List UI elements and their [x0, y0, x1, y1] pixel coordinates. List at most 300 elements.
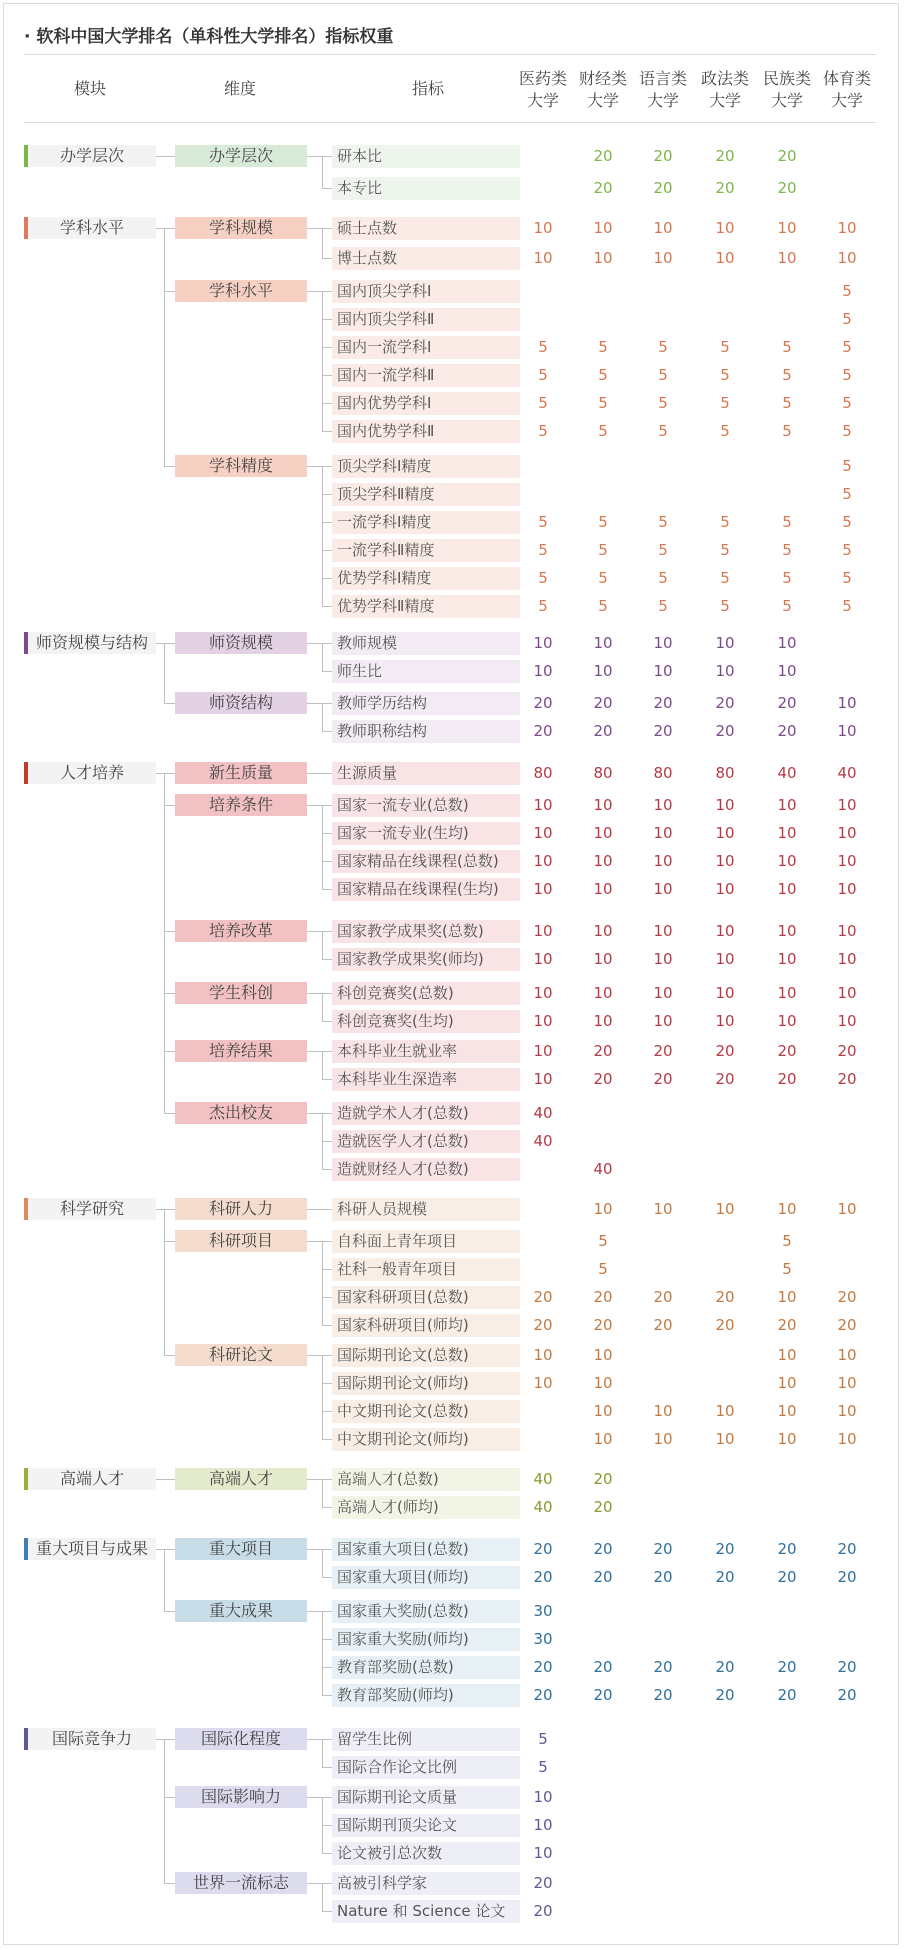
indicator-cell: 国家教学成果奖(总数): [332, 920, 520, 943]
connector-line: [164, 643, 175, 644]
indicator-cell: 国家重大项目(总数): [332, 1538, 520, 1561]
weight-value: 20: [653, 179, 673, 197]
weight-value: 20: [653, 147, 673, 165]
weight-value: 5: [842, 394, 852, 412]
weight-value: 20: [715, 1316, 735, 1334]
connector-line: [322, 1883, 332, 1884]
weight-value: 5: [658, 366, 668, 384]
column-header-line1: 民族类: [762, 69, 811, 88]
weight-value: 10: [533, 824, 553, 842]
connector-line: [164, 1883, 175, 1884]
weight-value: 10: [653, 950, 673, 968]
indicator-cell: 国家精品在线课程(总数): [332, 850, 520, 873]
weight-value: 20: [593, 694, 613, 712]
weight-value: 10: [653, 249, 673, 267]
module-label: 科学研究: [24, 1198, 156, 1220]
weight-value: 5: [538, 541, 548, 559]
connector-line: [322, 375, 332, 376]
weight-value: 10: [533, 1070, 553, 1088]
weight-value: 20: [715, 694, 735, 712]
weight-value: 10: [593, 1200, 613, 1218]
weight-value: 10: [777, 950, 797, 968]
weight-value: 10: [653, 824, 673, 842]
indicator-cell: 博士点数: [332, 247, 520, 270]
indicator-cell: 科创竞赛奖(生均): [332, 1010, 520, 1033]
weight-value: 30: [533, 1630, 553, 1648]
column-header: [695, 68, 755, 112]
weight-value: 20: [715, 1070, 735, 1088]
weight-value: 20: [533, 1540, 553, 1558]
weight-value: 10: [837, 922, 857, 940]
weight-value: 10: [653, 1402, 673, 1420]
module-label: 师资规模与结构: [24, 632, 156, 654]
connector-line: [322, 643, 332, 644]
connector-line: [322, 1169, 332, 1170]
indicator-cell: 生源质量: [332, 762, 520, 785]
weight-value: 10: [533, 1788, 553, 1806]
connector-line: [164, 466, 175, 467]
connector-line: [156, 1549, 164, 1550]
column-header-line2: 大学: [586, 91, 619, 110]
indicator-cell: 优势学科Ⅰ精度: [332, 567, 520, 590]
indicator-cell: 教师规模: [332, 632, 520, 655]
connector-line: [322, 861, 332, 862]
weight-value: 10: [777, 219, 797, 237]
column-header-line2: 大学: [830, 91, 863, 110]
weight-value: 20: [715, 1540, 735, 1558]
weight-value: 20: [715, 1568, 735, 1586]
weight-value: 10: [777, 1012, 797, 1030]
connector-line: [164, 1241, 175, 1242]
connector-line: [322, 1051, 323, 1079]
connector-line: [164, 773, 165, 1113]
connector-line: [322, 431, 332, 432]
indicator-cell: 教育部奖励(师均): [332, 1684, 520, 1707]
weight-value: 10: [715, 852, 735, 870]
column-header: [633, 68, 693, 112]
weight-value: 5: [782, 569, 792, 587]
connector-line: [164, 773, 175, 774]
weight-value: 20: [837, 1042, 857, 1060]
weight-value: 5: [598, 366, 608, 384]
weight-value: 5: [598, 422, 608, 440]
weight-value: 20: [777, 1540, 797, 1558]
dimension-label: 培养条件: [175, 794, 307, 816]
weight-value: 10: [837, 219, 857, 237]
weight-value: 20: [777, 179, 797, 197]
weight-value: 10: [653, 219, 673, 237]
connector-line: [164, 643, 165, 703]
weight-value: 5: [538, 422, 548, 440]
connector-line: [307, 773, 322, 774]
weight-value: 10: [837, 1012, 857, 1030]
weight-value: 10: [533, 1374, 553, 1392]
indicator-cell: 顶尖学科Ⅱ精度: [332, 483, 520, 506]
weight-value: 10: [837, 880, 857, 898]
connector-line: [156, 1739, 164, 1740]
weight-value: 10: [837, 1430, 857, 1448]
weight-value: 20: [593, 1470, 613, 1488]
weight-value: 10: [837, 694, 857, 712]
dimension-label: 科研人力: [175, 1198, 307, 1220]
connector-line: [307, 1611, 322, 1612]
connector-line: [322, 731, 332, 732]
connector-line: [322, 805, 332, 806]
connector-line: [307, 228, 322, 229]
weight-value: 5: [658, 541, 668, 559]
weight-value: 10: [653, 984, 673, 1002]
weight-value: 20: [593, 1316, 613, 1334]
weight-value: 5: [720, 394, 730, 412]
connector-line: [164, 703, 175, 704]
weight-value: 10: [533, 1012, 553, 1030]
indicator-cell: 中文期刊论文(师均): [332, 1428, 520, 1451]
weight-value: 10: [837, 950, 857, 968]
weight-value: 10: [593, 824, 613, 842]
weight-value: 10: [715, 880, 735, 898]
weight-value: 10: [715, 1200, 735, 1218]
weight-value: 5: [842, 541, 852, 559]
indicator-cell: 国家重大奖励(总数): [332, 1600, 520, 1623]
connector-line: [164, 1549, 175, 1550]
weight-value: 5: [658, 597, 668, 615]
indicator-cell: 研本比: [332, 145, 520, 168]
weight-value: 10: [777, 796, 797, 814]
weight-value: 10: [653, 1200, 673, 1218]
connector-line: [322, 1695, 332, 1696]
connector-line: [322, 1355, 332, 1356]
indicator-cell: 造就医学人才(总数): [332, 1130, 520, 1153]
indicator-cell: 国际期刊论文质量: [332, 1786, 520, 1809]
weight-value: 5: [598, 1232, 608, 1250]
weight-value: 20: [653, 1070, 673, 1088]
dimension-label: 培养结果: [175, 1040, 307, 1062]
weight-value: 5: [720, 541, 730, 559]
indicator-cell: 国家一流专业(生均): [332, 822, 520, 845]
connector-line: [322, 1797, 332, 1798]
connector-line: [307, 1241, 322, 1242]
connector-line: [322, 931, 332, 932]
indicator-cell: 国家科研项目(总数): [332, 1286, 520, 1309]
connector-line: [307, 1479, 322, 1480]
indicator-cell: 国内一流学科Ⅱ: [332, 364, 520, 387]
connector-line: [322, 522, 332, 523]
connector-line: [322, 703, 323, 731]
connector-line: [307, 703, 322, 704]
weight-value: 20: [593, 147, 613, 165]
indicator-cell: 留学生比例: [332, 1728, 520, 1751]
weight-value: 40: [533, 1104, 553, 1122]
weight-value: 40: [533, 1132, 553, 1150]
connector-line: [164, 1051, 175, 1052]
module-label: 学科水平: [24, 217, 156, 239]
weight-value: 5: [782, 513, 792, 531]
weight-value: 20: [533, 1658, 553, 1676]
weight-value: 10: [593, 249, 613, 267]
connector-line: [164, 1549, 165, 1611]
connector-line: [322, 403, 332, 404]
connector-line: [164, 1209, 165, 1355]
weight-value: 5: [598, 513, 608, 531]
connector-line: [322, 1825, 332, 1826]
indicator-cell: 高被引科学家: [332, 1872, 520, 1895]
connector-line: [322, 1297, 332, 1298]
indicator-cell: 一流学科Ⅱ精度: [332, 539, 520, 562]
connector-line: [156, 1209, 164, 1210]
indicator-cell: 国家精品在线课程(生均): [332, 878, 520, 901]
connector-line: [307, 993, 322, 994]
connector-line: [322, 959, 332, 960]
weight-value: 20: [777, 694, 797, 712]
connector-line: [322, 1639, 332, 1640]
weight-value: 10: [837, 1402, 857, 1420]
weight-value: 20: [533, 1568, 553, 1586]
connector-line: [322, 1853, 332, 1854]
connector-line: [322, 1883, 323, 1911]
weight-value: 20: [715, 1658, 735, 1676]
weight-value: 10: [837, 1346, 857, 1364]
dimension-label: 杰出校友: [175, 1102, 307, 1124]
header-module: 模块: [73, 79, 106, 98]
weight-value: 10: [533, 950, 553, 968]
weight-value: 20: [777, 1658, 797, 1676]
column-header-line2: 大学: [708, 91, 741, 110]
weight-value: 10: [653, 1430, 673, 1448]
weight-value: 80: [715, 764, 735, 782]
indicator-cell: 国际合作论文比例: [332, 1756, 520, 1779]
indicator-cell: 国家科研项目(师均): [332, 1314, 520, 1337]
weight-value: 5: [842, 597, 852, 615]
weight-value: 10: [593, 662, 613, 680]
weight-value: 10: [777, 984, 797, 1002]
weight-value: 10: [533, 219, 553, 237]
weight-value: 20: [593, 1686, 613, 1704]
connector-line: [307, 805, 322, 806]
weight-value: 5: [538, 338, 548, 356]
weight-value: 80: [653, 764, 673, 782]
weight-value: 20: [533, 1288, 553, 1306]
connector-line: [322, 1355, 323, 1439]
weight-value: 20: [593, 1070, 613, 1088]
connector-line: [307, 1355, 322, 1356]
weight-value: 10: [715, 1402, 735, 1420]
indicator-cell: 国际期刊论文(总数): [332, 1344, 520, 1367]
weight-value: 10: [715, 249, 735, 267]
weight-value: 10: [715, 796, 735, 814]
weight-value: 10: [593, 922, 613, 940]
indicator-cell: 中文期刊论文(总数): [332, 1400, 520, 1423]
connector-line: [322, 703, 332, 704]
weight-value: 5: [842, 457, 852, 475]
connector-line: [164, 1113, 175, 1114]
weight-value: 10: [715, 634, 735, 652]
connector-line: [322, 188, 332, 189]
dimension-label: 高端人才: [175, 1468, 307, 1490]
weight-value: 10: [777, 249, 797, 267]
weight-value: 20: [715, 1288, 735, 1306]
weight-value: 20: [593, 1658, 613, 1676]
indicator-cell: 国家重大项目(师均): [332, 1566, 520, 1589]
connector-line: [164, 805, 175, 806]
weight-value: 10: [715, 922, 735, 940]
weight-value: 10: [777, 1346, 797, 1364]
column-header-line1: 语言类: [638, 69, 687, 88]
weight-value: 10: [593, 880, 613, 898]
weight-value: 10: [533, 249, 553, 267]
weight-value: 5: [720, 597, 730, 615]
weight-value: 10: [593, 1374, 613, 1392]
connector-line: [322, 1911, 332, 1912]
weight-value: 5: [782, 541, 792, 559]
header-dimension: 维度: [223, 79, 256, 98]
indicator-cell: 社科一般青年项目: [332, 1258, 520, 1281]
weight-value: 10: [715, 950, 735, 968]
weight-value: 20: [837, 1288, 857, 1306]
weight-value: 20: [837, 1686, 857, 1704]
module-label: 国际竞争力: [24, 1728, 156, 1750]
weight-value: 40: [533, 1498, 553, 1516]
weight-value: 20: [593, 1540, 613, 1558]
connector-line: [322, 1479, 323, 1507]
weight-value: 10: [653, 662, 673, 680]
weight-value: 5: [842, 338, 852, 356]
weight-value: 20: [653, 1540, 673, 1558]
weight-value: 5: [720, 338, 730, 356]
weight-value: 40: [837, 764, 857, 782]
connector-line: [322, 889, 332, 890]
weight-value: 20: [533, 1686, 553, 1704]
connector-line: [164, 228, 175, 229]
weight-value: 20: [715, 1686, 735, 1704]
connector-line: [322, 1241, 323, 1325]
connector-line: [307, 1113, 322, 1114]
weight-value: 10: [593, 984, 613, 1002]
column-header: [513, 68, 573, 112]
connector-line: [164, 1739, 165, 1883]
column-header: [573, 68, 633, 112]
weight-value: 20: [533, 1316, 553, 1334]
weight-value: 20: [837, 1658, 857, 1676]
indicator-cell: 优势学科Ⅱ精度: [332, 595, 520, 618]
weight-value: 10: [715, 662, 735, 680]
weight-value: 20: [593, 1042, 613, 1060]
weight-value: 5: [598, 597, 608, 615]
indicator-cell: 高端人才(师均): [332, 1496, 520, 1519]
indicator-cell: 国内顶尖学科Ⅰ: [332, 280, 520, 303]
indicator-cell: 国内顶尖学科Ⅱ: [332, 308, 520, 331]
weight-value: 5: [538, 597, 548, 615]
connector-line: [322, 1739, 332, 1740]
connector-line: [156, 643, 164, 644]
dimension-label: 科研项目: [175, 1230, 307, 1252]
connector-line: [322, 291, 323, 431]
weight-value: 10: [777, 1288, 797, 1306]
connector-line: [322, 671, 332, 672]
connector-line: [322, 1549, 323, 1577]
weight-value: 20: [777, 1316, 797, 1334]
dimension-label: 世界一流标志: [175, 1872, 307, 1894]
weight-value: 10: [837, 796, 857, 814]
weight-value: 10: [837, 852, 857, 870]
weight-value: 10: [533, 662, 553, 680]
weight-value: 5: [842, 569, 852, 587]
connector-line: [307, 1209, 322, 1210]
dimension-label: 科研论文: [175, 1344, 307, 1366]
column-header-line1: 政法类: [700, 69, 749, 88]
weight-value: 5: [720, 422, 730, 440]
weight-value: 10: [653, 852, 673, 870]
weight-value: 10: [653, 880, 673, 898]
weight-value: 10: [653, 1012, 673, 1030]
connector-line: [164, 1209, 175, 1210]
weight-value: 5: [598, 1260, 608, 1278]
connector-line: [322, 1241, 332, 1242]
connector-line: [322, 156, 323, 188]
weight-value: 10: [777, 880, 797, 898]
weight-value: 10: [777, 662, 797, 680]
weight-value: 20: [533, 1902, 553, 1920]
indicator-cell: 本科毕业生就业率: [332, 1040, 520, 1063]
weight-value: 5: [598, 338, 608, 356]
weight-value: 10: [837, 249, 857, 267]
weight-value: 20: [653, 722, 673, 740]
weight-value: 10: [777, 1374, 797, 1392]
connector-line: [307, 1739, 322, 1740]
dimension-label: 重大项目: [175, 1538, 307, 1560]
column-header-line2: 大学: [646, 91, 679, 110]
connector-line: [164, 1797, 175, 1798]
weight-value: 5: [538, 394, 548, 412]
weight-value: 5: [842, 310, 852, 328]
weight-value: 20: [653, 1042, 673, 1060]
weight-value: 10: [533, 1346, 553, 1364]
connector-line: [322, 1739, 323, 1767]
weight-value: 5: [658, 394, 668, 412]
weight-value: 20: [837, 1316, 857, 1334]
column-header-line1: 医药类: [518, 69, 567, 88]
weight-value: 10: [533, 922, 553, 940]
weight-value: 5: [782, 422, 792, 440]
connector-line: [307, 1883, 322, 1884]
connector-line: [322, 773, 332, 774]
connector-line: [322, 1577, 332, 1578]
dimension-label: 学生科创: [175, 982, 307, 1004]
column-header: [757, 68, 817, 112]
weight-value: 10: [593, 1012, 613, 1030]
indicator-cell: 高端人才(总数): [332, 1468, 520, 1491]
dimension-label: 新生质量: [175, 762, 307, 784]
indicator-cell: 造就财经人才(总数): [332, 1158, 520, 1181]
indicator-cell: 本科毕业生深造率: [332, 1068, 520, 1091]
weight-value: 10: [837, 824, 857, 842]
weight-value: 5: [658, 338, 668, 356]
weight-value: 10: [593, 852, 613, 870]
connector-line: [322, 319, 332, 320]
module-label: 重大项目与成果: [24, 1538, 156, 1560]
connector-line: [156, 773, 164, 774]
weight-value: 10: [533, 1844, 553, 1862]
weight-value: 10: [837, 984, 857, 1002]
weight-value: 10: [533, 880, 553, 898]
weight-value: 20: [593, 1568, 613, 1586]
weight-value: 5: [598, 569, 608, 587]
weight-value: 5: [782, 597, 792, 615]
weight-value: 30: [533, 1602, 553, 1620]
weight-value: 10: [777, 1430, 797, 1448]
connector-line: [322, 1667, 332, 1668]
weight-value: 5: [538, 366, 548, 384]
weight-value: 20: [777, 147, 797, 165]
